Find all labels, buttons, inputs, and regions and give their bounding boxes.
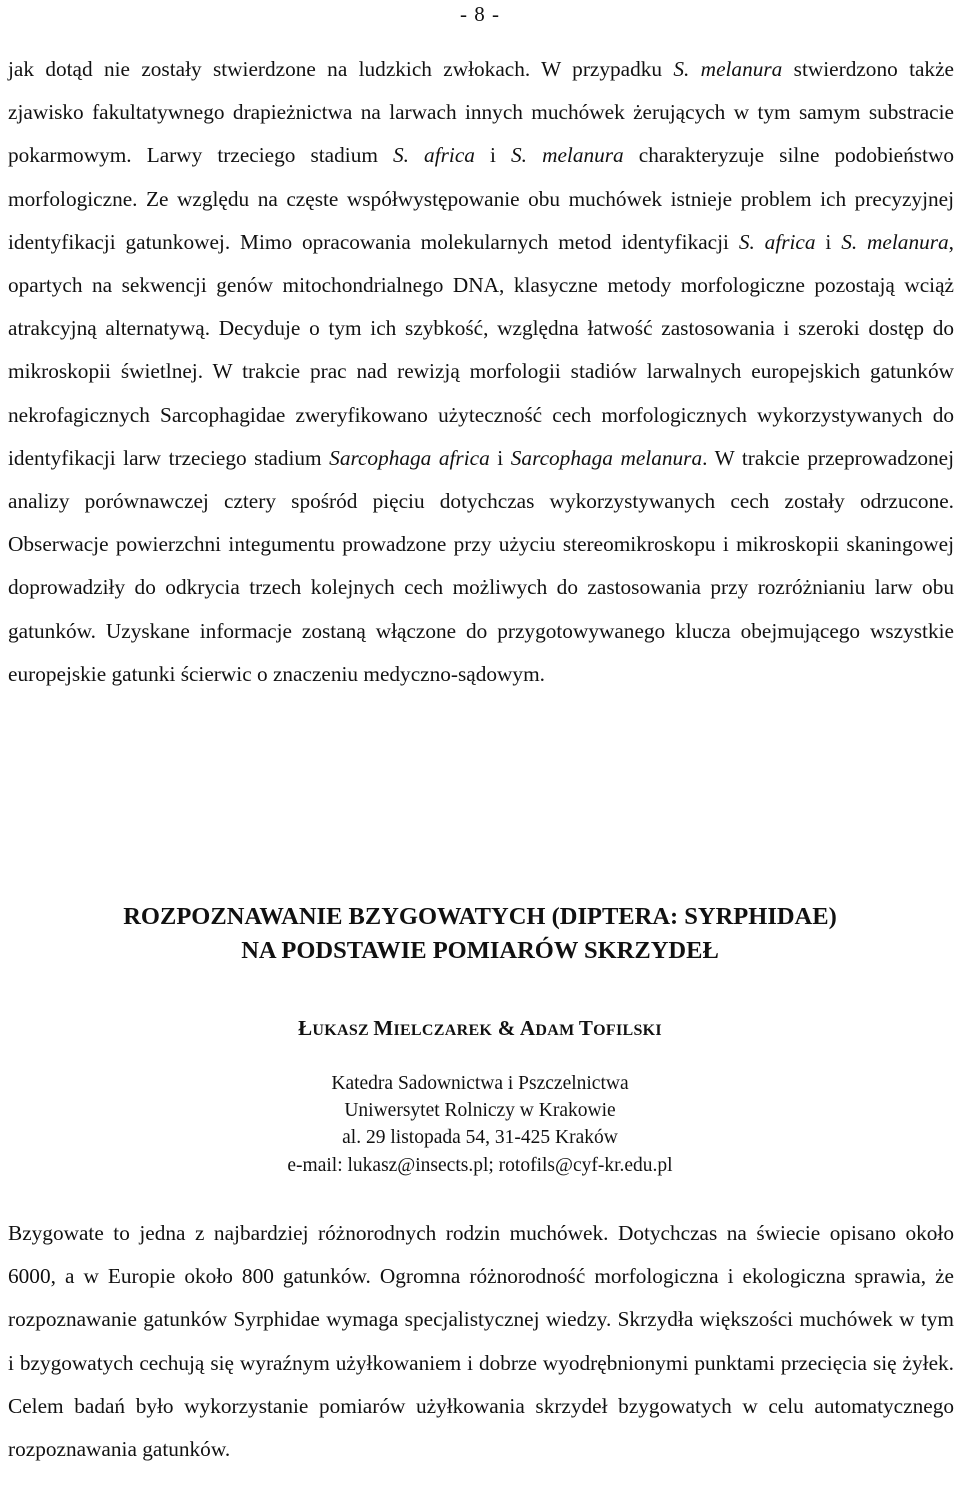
- text-segment: i: [474, 143, 512, 168]
- species-name: S. melanura: [841, 229, 949, 254]
- author-2: ADAM TOFILSKI: [519, 1016, 662, 1040]
- text-segment: i: [489, 445, 511, 470]
- text-segment: stwierdzono także zjawisko fakultatywnego drapieżnictwa na larwach innych muchówek żerujących w tym samym substracie pokarmowym. Larwy trzeciego stadium: [8, 57, 954, 168]
- affiliation-line: Katedra Sadownictwa i Pszczelnictwa: [331, 1073, 629, 1094]
- affiliation-email: e-mail: lukasz@insects.pl; rotofils@cyf-kr.edu.pl: [287, 1154, 673, 1176]
- title-line-1: ROZPOZNAWANIE BZYGOWATYCH (DIPTERA: SYRPHIDAE): [123, 903, 837, 930]
- text-segment: . W trakcie przeprowadzonej analizy porównawczej cztery spośród pięciu dotychczas wykorzystywanych cech zostały odrzucone. Obserwacje powierzchni integumentu prowadzone przy użyciu stereomikroskopu i mikroskopii skaningowej doprowadziły do odkrycia trzech kolejnych cech możliwych do zastosowania przy rozróżnianiu larw obu gatunków. Uzyskane informacje zostaną włączone do przygotowywanego klucza obejmującego wszystkie europejskie gatunki ścierwic o znaczeniu medyczno-sądowym.: [8, 445, 954, 686]
- page-number: - 8 -: [460, 2, 500, 26]
- affiliation-block: [0, 1070, 960, 1179]
- species-name: S. melanura: [511, 143, 624, 168]
- text-segment: charakteryzuje silne podobieństwo morfologiczne. Ze względu na częste współwystępowanie obu muchówek istnieje problem ich precyzyjnej identyfikacji gatunkowej. Mimo opracowania molekularnych metod identyfikacji: [8, 143, 954, 254]
- author-separator: &: [492, 1016, 520, 1040]
- affiliation-line: Uniwersytet Rolniczy w Krakowie: [344, 1100, 616, 1122]
- body-paragraph: [8, 48, 954, 696]
- affiliation-line: al. 29 listopada 54, 31-425 Kraków: [342, 1127, 618, 1149]
- author-1: ŁUKASZ MIELCZAREK: [298, 1016, 493, 1040]
- article-title: [0, 900, 960, 968]
- species-name: S. melanura: [673, 57, 783, 81]
- species-name: S. africa: [393, 143, 475, 168]
- title-line-2: NA PODSTAWIE POMIARÓW SKRZYDEŁ: [241, 937, 719, 964]
- species-name: Sarcophaga melanura: [510, 445, 703, 470]
- text-segment: i: [815, 229, 842, 254]
- species-name: Sarcophaga africa: [329, 445, 490, 470]
- abstract-paragraph: Bzygowate to jedna z najbardziej różnorodnych rodzin muchówek. Dotychczas na świecie opisano około 6000, a w Europie około 800 gatunków. Ogromna różnorodność morfologiczna i ekologiczna sprawia, że rozpoznawanie gatunków Syrphidae wymaga specjalistycznej wiedzy. Skrzydła większości muchówek w tym i bzygowatych cechują się wyraźnym użyłkowaniem i dobrze wyodrębnionymi punktami przecięcia się żyłek. Celem badań było wykorzystanie pomiarów użyłkowania skrzydeł bzygowatych w celu automatycznego rozpoznawania gatunków.: [8, 1221, 954, 1462]
- text-segment: , opartych na sekwencji genów mitochondrialnego DNA, klasyczne metody morfologiczne pozostają wciąż atrakcyjną alternatywą. Decyduje o tym ich szybkość, względna łatwość zastosowania i szeroki dostęp do mikroskopii świetlnej. W trakcie prac nad rewizją morfologii stadiów larwalnych europejskich gatunków nekrofagicznych Sarcophagidae zweryfikowano użyteczność cech morfologicznych wykorzystywanych do identyfikacji larw trzeciego stadium: [8, 229, 954, 470]
- species-name: S. africa: [738, 229, 816, 254]
- article-authors: [0, 1016, 960, 1041]
- text-segment: jak dotąd nie zostały stwierdzone na ludzkich zwłokach. W przypadku: [8, 57, 674, 81]
